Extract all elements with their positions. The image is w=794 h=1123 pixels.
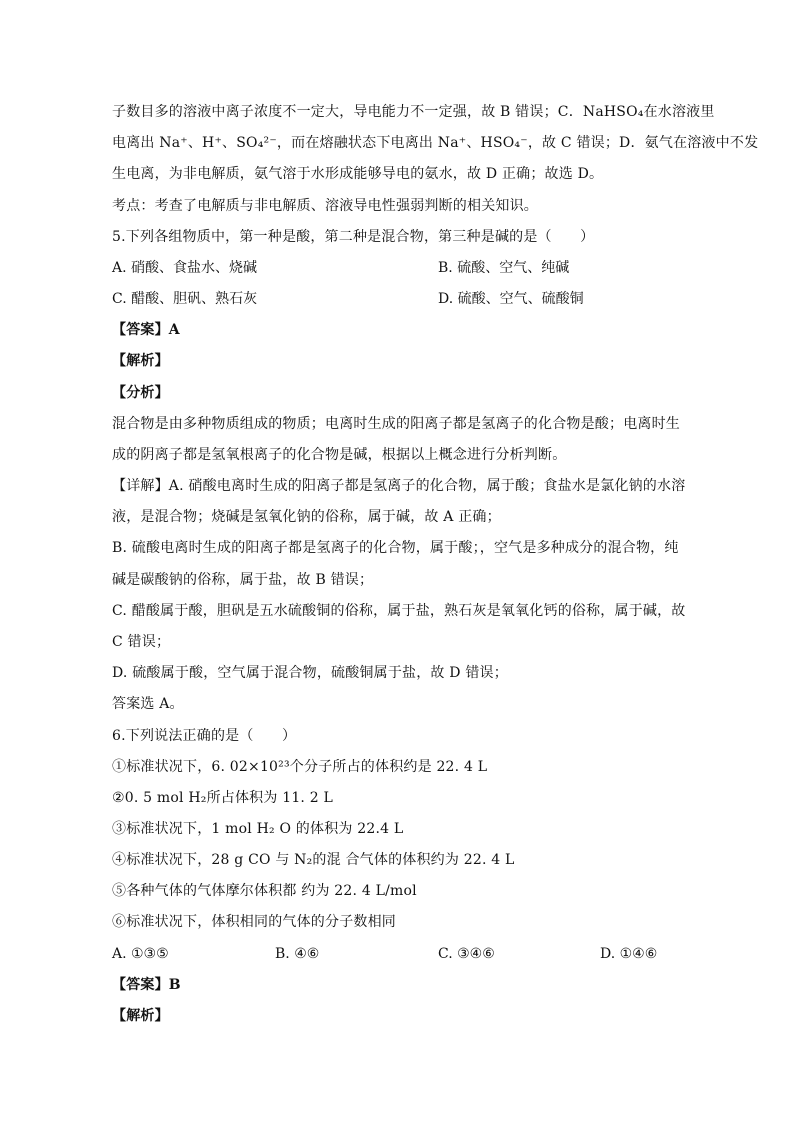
intro-line-2: 电离出 Na⁺、H⁺、SO₄²⁻，而在熔融状态下电离出 Na⁺、HSO₄⁻，故 C 错误；D．氨气在溶液中不发 [112,135,759,151]
intro-line-3: 生电离，为非电解质，氨气溶于水形成能够导电的氨水，故 D 正确；故选 D。 [112,166,604,182]
q5-stem: 5.下列各组物质中，第一种是酸，第二种是混合物，第三种是碱的是（ ） [112,229,595,245]
q5-detail-line-3: B. 硫酸电离时生成的阳离子都是氢离子的化合物，属于酸；，空气是多种成分的混合物，纯 [112,540,679,556]
q6-statement-3: ③标准状况下，1 mol H₂ O 的体积为 22.4 L [112,821,404,837]
q5-option-a: A. 硝酸、食盐水、烧碱 [112,260,258,276]
q5-detail-line-6: C 错误； [112,634,171,650]
q5-detail-line-2: 液，是混合物；烧碱是氢氧化钠的俗称，属于碱，故 A 正确； [112,509,501,525]
q5-fenxi-line-1: 混合物是由多种物质组成的物质；电离时生成的阳离子都是氢离子的化合物是酸；电离时生 [112,416,680,432]
q5-fenxi-heading: 【分析】 [112,385,169,401]
intro-line-1: 子数目多的溶液中离子浓度不一定大，导电能力不一定强，故 B 错误；C．NaHSO₄在水溶液里 [112,104,715,120]
q6-stem: 6.下列说法正确的是（ ） [112,728,297,744]
q6-statement-1: ①标准状况下，6. 02×10²³个分子所占的体积约是 22. 4 L [112,759,488,775]
q5-answer: 【答案】A [112,322,180,338]
q5-detail-line-5: C. 醋酸属于酸，胆矾是五水硫酸铜的俗称，属于盐，熟石灰是氧氧化钙的俗称，属于碱，故 [112,603,686,619]
q5-analysis-heading: 【解析】 [112,353,169,369]
q6-statement-6: ⑥标准状况下，体积相同的气体的分子数相同 [112,914,396,930]
q6-statement-4: ④标准状况下，28 g CO 与 N₂的混 合气体的体积约为 22. 4 L [112,852,515,868]
q6-answer: 【答案】B [112,977,181,993]
q5-detail-line-4: 碱是碳酸钠的俗称，属于盐，故 B 错误； [112,572,374,588]
q6-statement-2: ②0. 5 mol H₂所占体积为 11. 2 L [112,790,333,806]
q6-option-d: D. ①④⑥ [600,946,658,962]
q5-detail-line-1: 【详解】A. 硝酸电离时生成的阳离子都是氢离子的化合物，属于酸；食盐水是氯化钠的水溶 [112,478,686,494]
q5-option-d: D. 硫酸、空气、硫酸铜 [438,291,584,307]
q6-option-b: B. ④⑥ [275,946,320,962]
q5-option-c: C. 醋酸、胆矾、熟石灰 [112,291,258,307]
q6-option-a: A. ①③⑤ [112,946,169,962]
q5-conclusion: 答案选 A。 [112,696,184,712]
q5-fenxi-line-2: 成的阴离子都是氢氧根离子的化合物是碱，根据以上概念进行分析判断。 [112,447,567,463]
q5-option-b: B. 硫酸、空气、纯碱 [438,260,570,276]
q6-option-c: C. ③④⑥ [438,946,495,962]
q6-statement-5: ⑤各种气体的气体摩尔体积都 约为 22. 4 L/mol [112,883,417,899]
q5-detail-line-7: D. 硫酸属于酸，空气属于混合物，硫酸铜属于盐，故 D 错误； [112,665,508,681]
intro-line-4: 考点：考查了电解质与非电解质、溶液导电性强弱判断的相关知识。 [112,198,538,214]
q6-analysis-heading: 【解析】 [112,1008,169,1024]
